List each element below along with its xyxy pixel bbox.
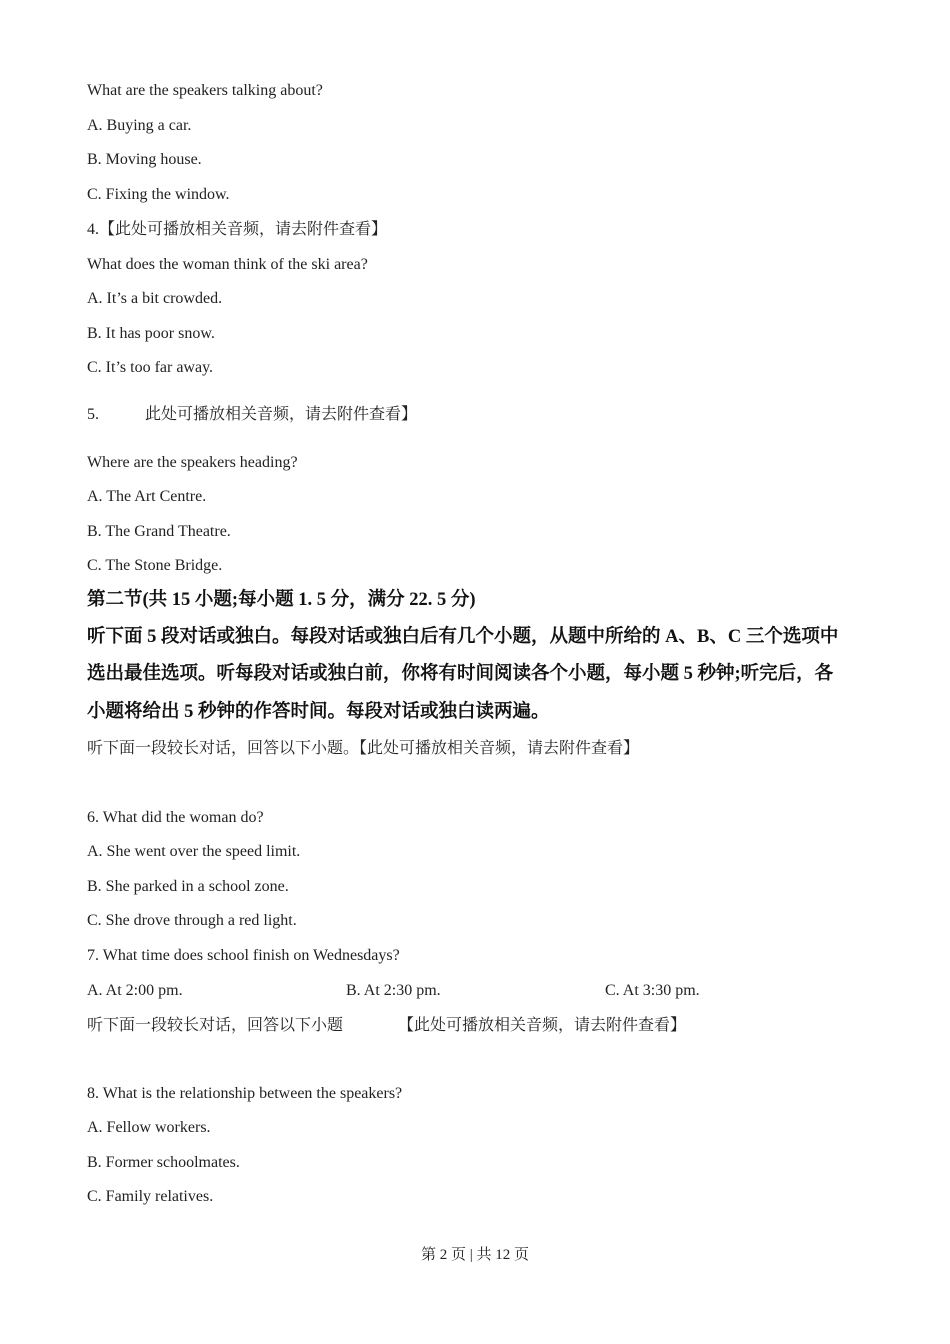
- q4-header: [87, 220, 387, 240]
- q4-option-b: B. It has poor snow.: [87, 325, 215, 342]
- q6-question: 6. What did the woman do?: [87, 809, 264, 826]
- section2-instructions-line-2: 选出最佳选项。听每段对话或独白前，你将有时间阅读各个小题，每小题 5 秒钟;听完后，各: [87, 664, 834, 684]
- q8-option-c: C. Family relatives.: [87, 1188, 214, 1205]
- q4-option-c: C. It’s too far away.: [87, 359, 214, 376]
- q4-number: 4.: [87, 221, 99, 238]
- q3-option-a: A. Buying a car.: [87, 117, 192, 134]
- q8-option-a: A. Fellow workers.: [87, 1119, 211, 1136]
- q6-option-a: A. She went over the speed limit.: [87, 843, 301, 860]
- q4-option-a: A. It’s a bit crowded.: [87, 290, 223, 307]
- q7-question: 7. What time does school finish on Wednesdays?: [87, 947, 400, 964]
- q7-option-a: A. At 2:00 pm.: [87, 982, 183, 999]
- section2-heading: 第二节(共 15 小题;每小题 1. 5 分，满分 22. 5 分): [87, 590, 476, 610]
- section2-instructions-line-3: 小题将给出 5 秒钟的作答时间。每段对话或独白读两遍。: [87, 702, 550, 722]
- q6-option-b: B. She parked in a school zone.: [87, 878, 289, 895]
- dialogue2-intro: 听下面一段较长对话，回答以下小题: [87, 1017, 344, 1034]
- dialogue1-intro: 听下面一段较长对话，回答以下小题。【此处可播放相关音频，请去附件查看】: [87, 740, 640, 757]
- q7-option-b: B. At 2:30 pm.: [346, 982, 441, 999]
- dialogue2-audio-note: 【此处可播放相关音频，请去附件查看】: [398, 1017, 687, 1034]
- q8-option-b: B. Former schoolmates.: [87, 1154, 240, 1171]
- q5-option-c: C. The Stone Bridge.: [87, 557, 223, 574]
- q8-question: 8. What is the relationship between the speakers?: [87, 1085, 403, 1102]
- q5-option-b: B. The Grand Theatre.: [87, 523, 231, 540]
- q3-question: What are the speakers talking about?: [87, 82, 323, 99]
- q3-option-c: C. Fixing the window.: [87, 186, 230, 203]
- q4-question: What does the woman think of the ski area?: [87, 256, 368, 273]
- q3-option-b: B. Moving house.: [87, 151, 202, 168]
- section2-instructions-line-1: 听下面 5 段对话或独白。每段对话或独白后有几个小题，从题中所给的 A、B、C 三个选项中: [87, 627, 839, 647]
- q5-question: Where are the speakers heading?: [87, 454, 298, 471]
- q5-audio-note: 此处可播放相关音频，请去附件查看】: [145, 406, 418, 423]
- page-footer: 第 2 页 | 共 12 页: [420, 1247, 529, 1263]
- q7-option-c: C. At 3:30 pm.: [605, 982, 700, 999]
- q4-audio-note: 【此处可播放相关音频，请去附件查看】: [99, 221, 388, 238]
- q5-option-a: A. The Art Centre.: [87, 488, 207, 505]
- q5-number: 5.: [87, 406, 99, 423]
- q6-option-c: C. She drove through a red light.: [87, 912, 297, 929]
